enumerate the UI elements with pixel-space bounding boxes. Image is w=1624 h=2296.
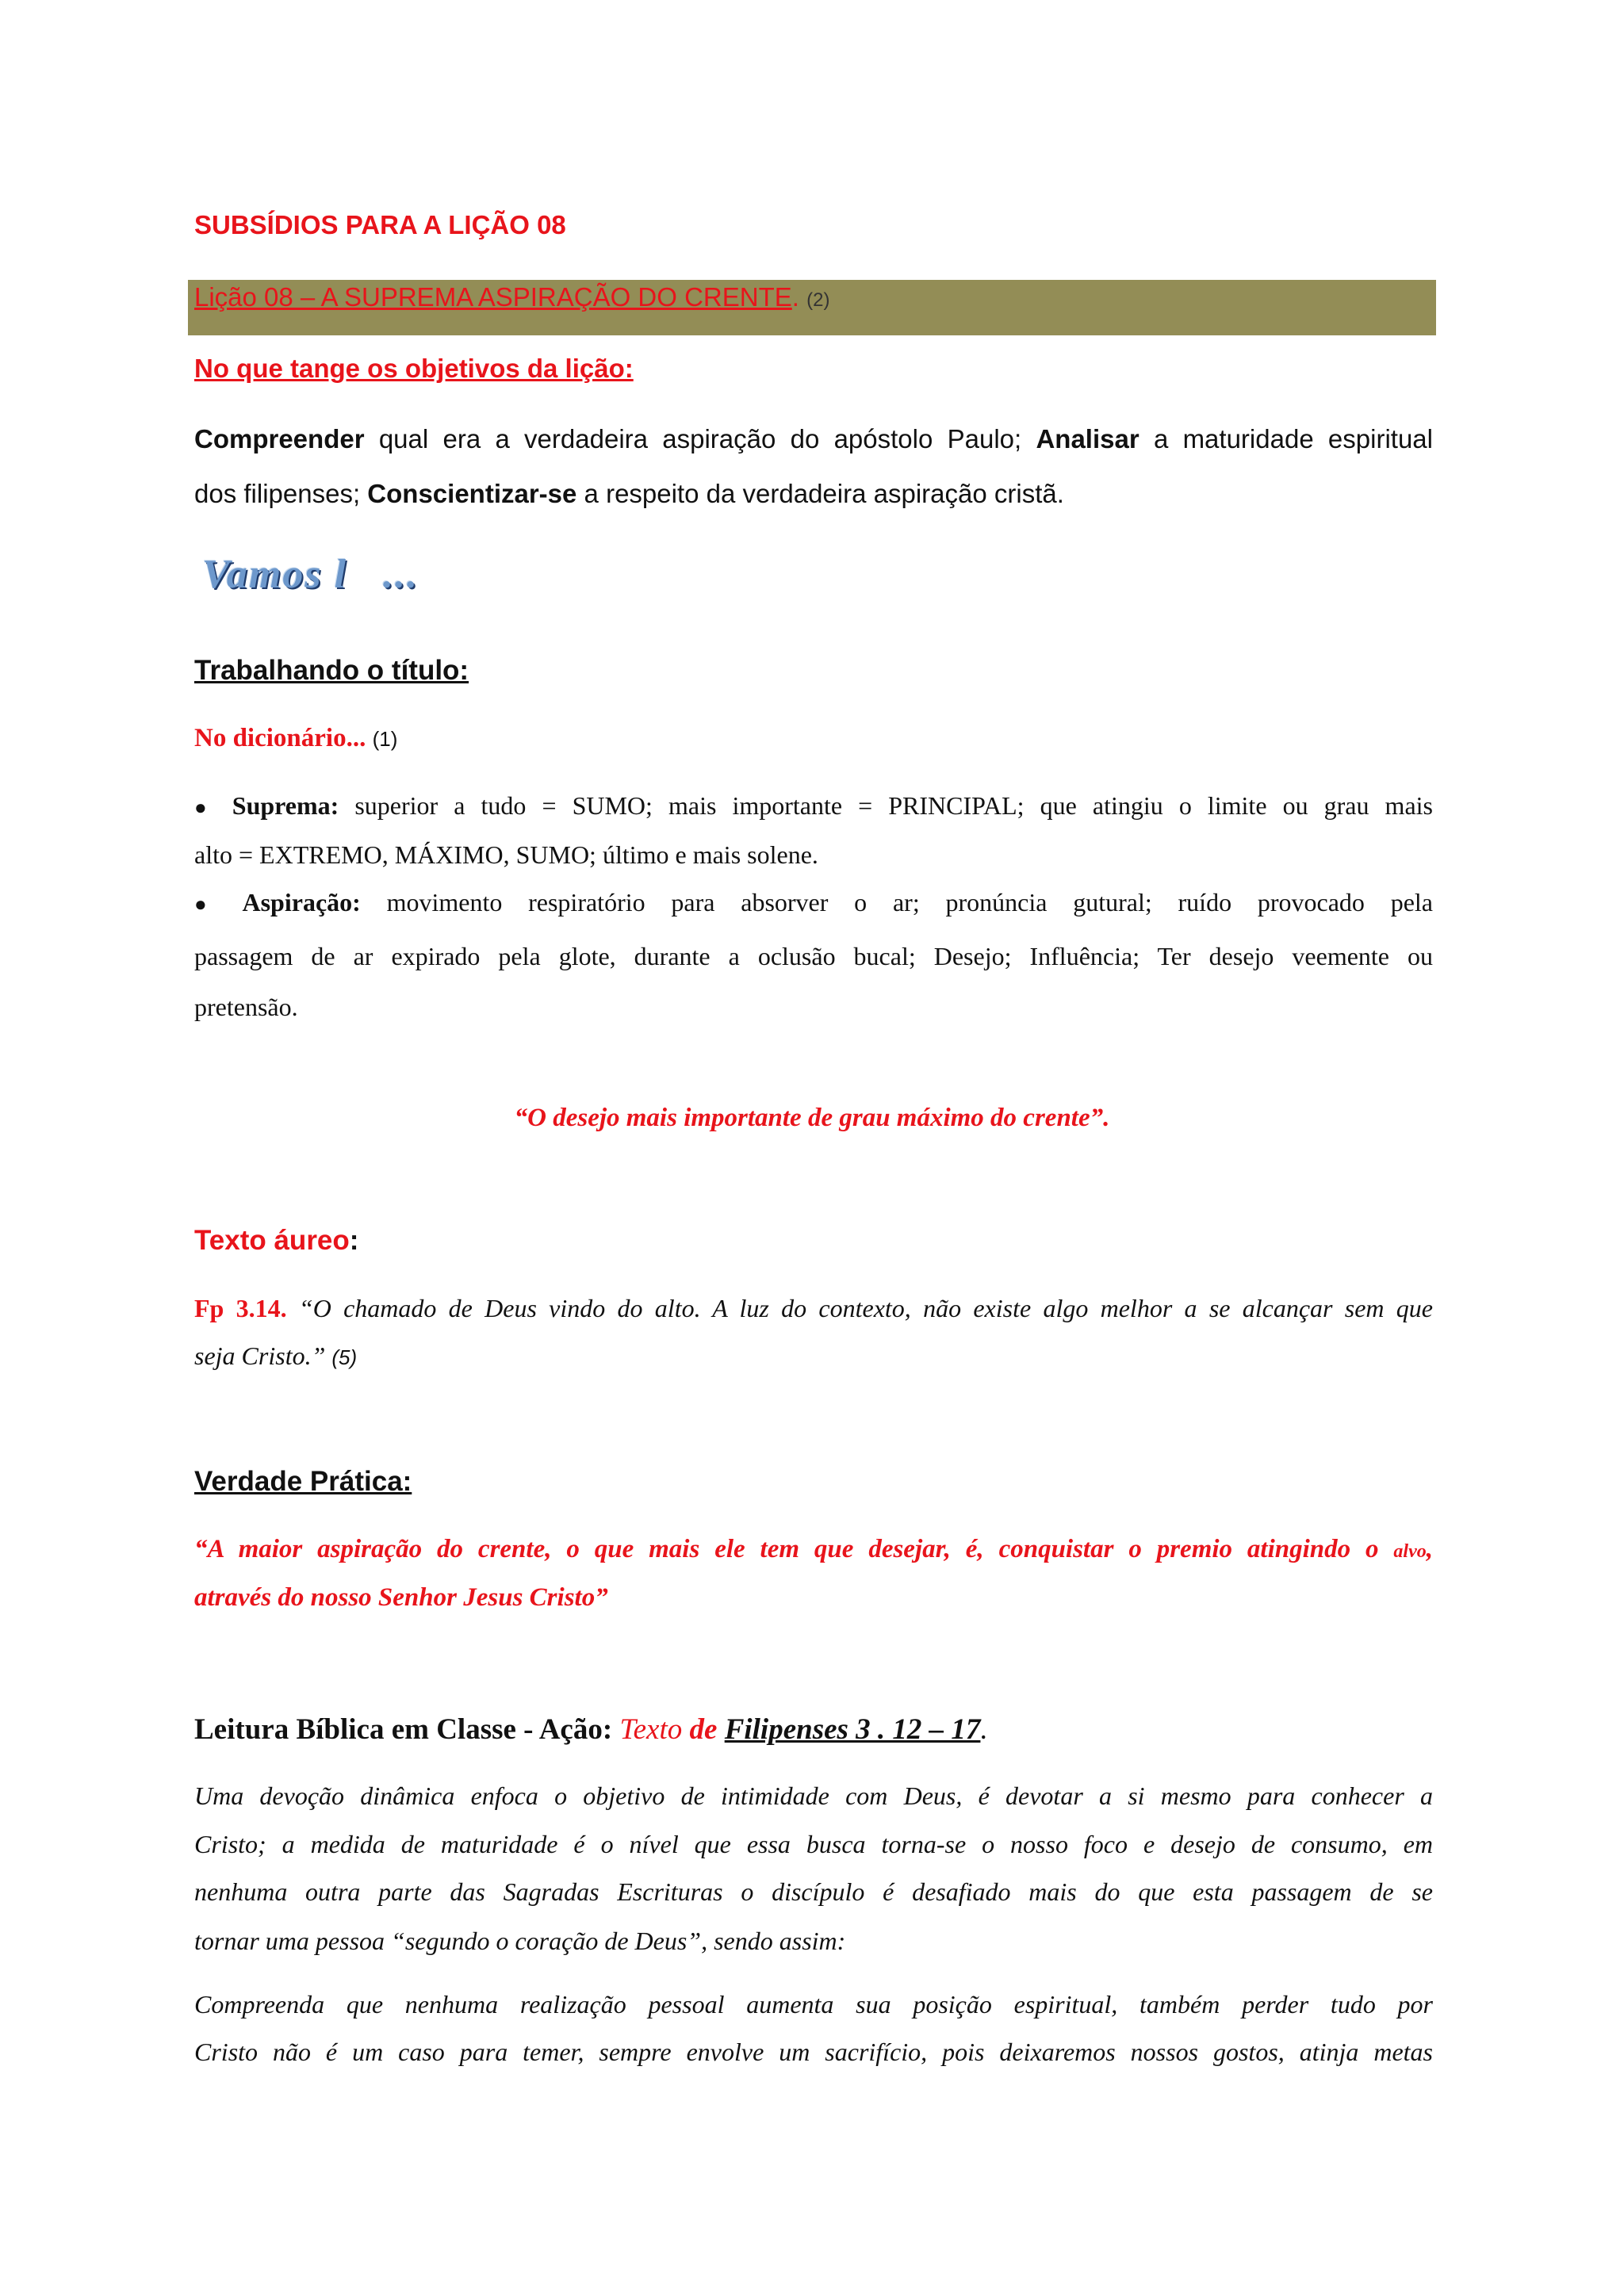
aspiracao-term: Aspiração: bbox=[242, 888, 361, 916]
objective-text-4: a respeito da verdadeira aspiração cristã. bbox=[576, 479, 1064, 508]
leitura-de: de bbox=[682, 1713, 725, 1746]
suprema-term: Suprema: bbox=[232, 791, 339, 820]
texto-aureo-colon: : bbox=[349, 1225, 359, 1256]
leitura-ref: Filipenses 3 . 12 – 17 bbox=[724, 1713, 981, 1746]
dictionary-label: No dicionário... bbox=[194, 724, 366, 752]
verdade-pratica-heading bbox=[194, 1466, 412, 1498]
aspiracao-def-1: movimento respiratório para absorver o ar; pronúncia gutural; ruído provocado pela bbox=[360, 888, 1433, 916]
aspiracao-def-2: passagem de ar expirado pela glote, durante a oclusão bucal; Desejo; Influência; Ter desejo veemente ou bbox=[194, 942, 1433, 970]
lesson-title-text: Lição 08 – A SUPREMA ASPIRAÇÃO DO CRENTE bbox=[194, 282, 792, 312]
working-title-heading bbox=[194, 655, 469, 687]
objectives-heading-text: No que tange os objetivos da lição: bbox=[194, 354, 634, 383]
texto-aureo-ref: Fp 3.14. bbox=[194, 1294, 287, 1322]
texto-aureo-label: Texto áureo bbox=[194, 1225, 350, 1256]
verdade-alvo: alvo bbox=[1393, 1541, 1427, 1562]
lesson-title bbox=[194, 282, 829, 312]
paragraph-2-line-1: Compreenda que nenhuma realização pessoal aumenta sua posição espiritual, também perder tudo por bbox=[194, 1990, 1433, 2019]
bullet-suprema bbox=[194, 791, 1433, 821]
aspiracao-def-3: pretensão. bbox=[194, 993, 298, 1021]
paragraph-1-line-1: Uma devoção dinâmica enfoca o objetivo de intimidade com Deus, é devotar a si mesmo para conhecer a bbox=[194, 1781, 1433, 1810]
texto-aureo-heading bbox=[194, 1225, 358, 1257]
objective-term-compreender: Compreender bbox=[194, 424, 365, 453]
paragraph-1-line-2: Cristo; a medida de maturidade é o nível que essa busca torna-se o nosso foco e desejo de consumo, em bbox=[194, 1830, 1433, 1858]
leitura-texto: Texto bbox=[619, 1713, 683, 1746]
center-quote: “O desejo mais importante de grau máximo do crente”. bbox=[514, 1104, 1110, 1132]
lesson-title-ref: (2) bbox=[806, 289, 830, 311]
verdade-text-1: “A maior aspiração do crente, o que mais ele tem que desejar, é, conquistar o premio atingindo o bbox=[194, 1535, 1394, 1563]
objective-text-1: qual era a verdadeira aspiração do apóstolo Paulo; bbox=[364, 424, 1036, 453]
paragraph-2-line-2: Cristo não é um caso para temer, sempre envolve um sacrifício, pois deixaremos nossos gostos, atinja metas bbox=[194, 2038, 1433, 2066]
texto-aureo-line-2 bbox=[194, 1341, 357, 1371]
vamos-wordart: Vamos l ... bbox=[202, 552, 419, 597]
leitura-label: Leitura Bíblica em Classe - Ação: bbox=[194, 1713, 620, 1746]
leitura-heading bbox=[194, 1712, 988, 1747]
verdade-pratica-label: Verdade Prática: bbox=[194, 1466, 412, 1497]
paragraph-1-line-3: nenhuma outra parte das Sagradas Escrituras o discípulo é desafiado mais do que esta passagem de se bbox=[194, 1877, 1433, 1906]
verdade-pratica-line-2: através do nosso Senhor Jesus Cristo” bbox=[194, 1583, 608, 1612]
texto-aureo-footnote: (5) bbox=[331, 1345, 358, 1369]
objectives-heading bbox=[194, 354, 634, 384]
objective-term-analisar: Analisar bbox=[1036, 424, 1139, 453]
suprema-def-2: alto = EXTREMO, MÁXIMO, SUMO; último e mais solene. bbox=[194, 840, 818, 869]
paragraph-1-line-4: tornar uma pessoa “segundo o coração de Deus”, sendo assim: bbox=[194, 1927, 846, 1955]
objective-text-3: dos filipenses; bbox=[194, 479, 368, 508]
verdade-comma: , bbox=[1426, 1535, 1433, 1563]
bullet-icon: ● bbox=[194, 796, 216, 819]
objective-text-2: a maturidade espiritual bbox=[1139, 424, 1433, 453]
bullet-icon: ● bbox=[194, 893, 227, 916]
objective-term-conscientizar: Conscientizar-se bbox=[367, 479, 577, 508]
working-title-text: Trabalhando o título: bbox=[194, 655, 469, 686]
objectives-line-1 bbox=[194, 424, 1433, 454]
suprema-def-1: superior a tudo = SUMO; mais importante = PRINCIPAL; que atingiu o limite ou grau mais bbox=[339, 791, 1433, 820]
objectives-line-2 bbox=[194, 479, 1064, 509]
document-title: SUBSÍDIOS PARA A LIÇÃO 08 bbox=[194, 210, 566, 239]
dictionary-heading bbox=[194, 724, 397, 753]
dictionary-ref: (1) bbox=[372, 727, 398, 751]
bullet-aspiracao bbox=[194, 888, 1433, 917]
lesson-title-period: . bbox=[791, 282, 799, 312]
verdade-pratica-line-1 bbox=[194, 1535, 1433, 1564]
texto-aureo-text-2: seja Cristo.” bbox=[194, 1341, 332, 1370]
leitura-end: . bbox=[980, 1713, 988, 1746]
texto-aureo-line-1 bbox=[194, 1294, 1433, 1323]
texto-aureo-text-1: “O chamado de Deus vindo do alto. A luz do contexto, não existe algo melhor a se alcançar sem que bbox=[286, 1294, 1434, 1322]
